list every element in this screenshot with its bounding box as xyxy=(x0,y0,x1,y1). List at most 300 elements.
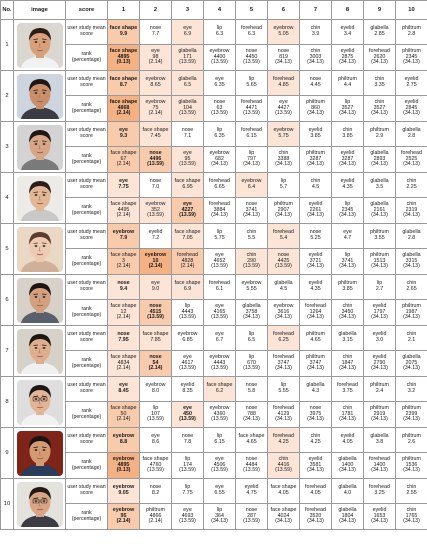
rank-cell xyxy=(108,300,140,326)
feature-name: face shape xyxy=(110,353,137,360)
feature-name: eyelid xyxy=(308,200,323,207)
rank-value: 12 xyxy=(120,308,127,315)
rank-percentage: (13.59) xyxy=(211,416,228,423)
rank-percentage: (34.13) xyxy=(307,59,324,66)
rank-value: 4617 xyxy=(181,359,194,366)
feature-name: chin xyxy=(406,506,417,513)
rank-value: 287 xyxy=(247,512,256,519)
feature-name: philtrum xyxy=(370,229,389,236)
score-cell xyxy=(140,326,172,351)
score-cell xyxy=(332,377,364,402)
mean-score: 5.4 xyxy=(279,235,288,241)
feature-name: face shape xyxy=(110,200,137,207)
face-image-cell xyxy=(14,122,66,173)
score-cell xyxy=(204,173,236,198)
mean-score: 6.15 xyxy=(246,133,257,139)
feature-name: nose xyxy=(245,47,258,54)
table-row-user-study xyxy=(1,20,427,45)
rank-value: 4443 xyxy=(181,308,194,315)
feature-name: chin xyxy=(342,302,353,309)
rank-value: 1400 xyxy=(373,461,386,468)
score-cell xyxy=(236,71,268,96)
feature-name: nose xyxy=(117,280,130,287)
table-body xyxy=(1,20,427,530)
mean-score: 6.3 xyxy=(215,31,224,37)
feature-name: eyelid xyxy=(180,382,195,389)
feature-name: glabella xyxy=(338,506,357,513)
rank-value: 2525 xyxy=(405,155,418,162)
rank-value: 3527 xyxy=(341,104,354,111)
rank-value: 3003 xyxy=(309,53,322,60)
header-row xyxy=(1,1,427,20)
feature-name: glabella xyxy=(402,127,421,134)
mean-score: 6.5 xyxy=(183,82,192,88)
rank-percentage: (34.13) xyxy=(307,161,324,168)
feature-name: glabella xyxy=(370,433,389,440)
feature-name: philtrum xyxy=(402,404,421,411)
face-photo xyxy=(17,125,63,170)
score-cell xyxy=(300,377,332,402)
face-image xyxy=(17,227,63,272)
rank-cell xyxy=(332,300,364,326)
rank-percentage: (13.59) xyxy=(147,416,164,423)
mean-score: 4.05 xyxy=(310,490,321,496)
rank-cell xyxy=(108,45,140,71)
score-cell xyxy=(332,275,364,300)
score-cell xyxy=(172,326,204,351)
rank-value: 4450 xyxy=(245,53,258,60)
feature-name: lip xyxy=(184,302,191,309)
feature-name: lip xyxy=(248,331,255,338)
feature-name: eye xyxy=(151,47,160,54)
rank-value: 3450 xyxy=(341,308,354,315)
rank-value: 4515 xyxy=(149,308,162,315)
score-cell xyxy=(172,224,204,249)
mean-score: 2.9 xyxy=(375,133,384,139)
feature-name: forehead xyxy=(369,455,390,462)
feature-name: eyebrow xyxy=(209,149,230,156)
score-cell xyxy=(172,377,204,402)
feature-name: philtrum xyxy=(402,25,421,32)
face-photo xyxy=(17,380,63,425)
feature-name: eyelid xyxy=(308,127,323,134)
mean-score: 2.8 xyxy=(407,133,416,139)
header-rank-9: 9 xyxy=(364,1,396,20)
rank-percentage: (13.59) xyxy=(147,161,164,168)
face-image xyxy=(17,176,63,221)
feature-name: forehead xyxy=(273,76,294,83)
rank-percentage: (34.13) xyxy=(371,110,388,117)
score-cell xyxy=(108,275,140,300)
rank-cell xyxy=(140,198,172,224)
mean-score: 2.85 xyxy=(374,31,385,37)
rank-cell xyxy=(140,351,172,377)
rank-value: 2075 xyxy=(405,359,418,366)
feature-name: chin xyxy=(278,455,289,462)
rank-value: 819 xyxy=(279,53,288,60)
feature-name: eyelid xyxy=(148,229,163,236)
rank-cell xyxy=(204,249,236,275)
rank-cell xyxy=(236,45,268,71)
mean-score: 5.7 xyxy=(279,184,288,190)
rank-value: 4506 xyxy=(213,461,226,468)
feature-name: chin xyxy=(406,280,417,287)
feature-name: eyebrow xyxy=(145,98,166,105)
rank-percentage: (2.14) xyxy=(116,416,131,423)
score-cell xyxy=(332,479,364,504)
feature-name: face shape xyxy=(270,506,297,513)
score-cell xyxy=(364,326,396,351)
row-label-user-study: user study mean score xyxy=(66,71,108,96)
mean-score: 9.9 xyxy=(119,31,128,37)
rank-cell xyxy=(364,402,396,428)
rank-value: 670 xyxy=(247,359,256,366)
feature-name: eye xyxy=(119,382,128,389)
mean-score: 3.25 xyxy=(374,490,385,496)
mean-score: 4.05 xyxy=(342,439,353,445)
score-cell xyxy=(364,20,396,45)
face-photo xyxy=(17,329,63,374)
feature-name: eyelid xyxy=(340,433,355,440)
feature-name: eyebrow xyxy=(241,280,262,287)
mean-score: 6.25 xyxy=(278,337,289,343)
feature-name: eyelid xyxy=(244,484,259,491)
feature-name: chin xyxy=(310,178,321,185)
mean-score: 7.1 xyxy=(183,133,192,139)
mean-score: 7.2 xyxy=(151,235,160,241)
mean-score: 6.7 xyxy=(215,337,224,343)
rank-percentage: (2.14) xyxy=(116,314,131,321)
rank-percentage: (34.13) xyxy=(307,212,324,219)
rank-value: 171 xyxy=(183,53,192,60)
feature-name: eye xyxy=(215,302,224,309)
row-number: 2 xyxy=(1,71,14,122)
score-cell xyxy=(300,275,332,300)
mean-score: 3.55 xyxy=(374,235,385,241)
rank-value: 75 xyxy=(152,104,159,111)
rank-percentage: (34.13) xyxy=(371,161,388,168)
mean-score: 3.0 xyxy=(375,337,384,343)
feature-name: philtrum xyxy=(306,98,325,105)
rank-percentage: (13.59) xyxy=(211,110,228,117)
feature-name: forehead xyxy=(209,200,230,207)
rank-cell xyxy=(140,147,172,173)
score-cell xyxy=(364,275,396,300)
rank-cell xyxy=(332,504,364,530)
rank-value: 2345 xyxy=(341,206,354,213)
score-cell xyxy=(140,224,172,249)
rank-percentage: (34.13) xyxy=(339,467,356,474)
header-no: No. xyxy=(1,1,14,20)
rank-percentage: (34.13) xyxy=(371,314,388,321)
table-row-user-study xyxy=(1,224,427,249)
rank-percentage: (34.13) xyxy=(371,416,388,423)
rank-cell xyxy=(172,96,204,122)
face-image xyxy=(17,329,63,374)
rank-percentage: (34.13) xyxy=(307,110,324,117)
rank-percentage: (13.59) xyxy=(211,59,228,66)
feature-name: eyelid xyxy=(404,98,419,105)
rank-cell xyxy=(204,453,236,479)
feature-name: eye xyxy=(183,149,192,156)
rank-percentage: (34.13) xyxy=(307,467,324,474)
feature-name: eyelid xyxy=(308,280,323,287)
score-cell xyxy=(204,326,236,351)
score-cell xyxy=(268,122,300,147)
rank-percentage: (13.59) xyxy=(243,518,260,525)
feature-name: eyebrow xyxy=(209,353,230,360)
rank-value: 3747 xyxy=(277,359,290,366)
score-cell xyxy=(140,479,172,504)
rank-percentage: (0.13) xyxy=(116,59,131,66)
score-cell xyxy=(236,428,268,453)
feature-name: chin xyxy=(246,251,257,258)
row-label-rank: rank (percentage) xyxy=(66,300,108,326)
rank-cell xyxy=(236,453,268,479)
rank-cell xyxy=(396,300,427,326)
rank-percentage: (2.14) xyxy=(148,518,163,525)
mean-score: 4.25 xyxy=(310,439,321,445)
rank-percentage: (34.13) xyxy=(275,518,292,525)
rank-value: 98 xyxy=(152,53,159,60)
feature-name: chin xyxy=(406,178,417,185)
rank-cell xyxy=(300,300,332,326)
feature-name: face shape xyxy=(109,98,138,105)
rank-percentage: (34.13) xyxy=(371,212,388,219)
feature-name: glabella xyxy=(178,76,197,83)
rank-cell xyxy=(204,504,236,530)
rank-cell xyxy=(172,453,204,479)
feature-name: eyebrow xyxy=(273,302,294,309)
feature-name: chin xyxy=(374,76,385,83)
face-image-cell xyxy=(14,275,66,326)
rank-value: 4496 xyxy=(149,155,162,162)
rank-percentage: (13.59) xyxy=(179,110,196,117)
rank-percentage: (34.13) xyxy=(371,518,388,525)
rank-value: 4400 xyxy=(213,53,226,60)
feature-name: lip xyxy=(216,127,223,134)
feature-name: glabella xyxy=(242,302,261,309)
rank-cell xyxy=(108,402,140,428)
face-image-cell xyxy=(14,224,66,275)
rank-cell xyxy=(204,300,236,326)
rank-value: 3741 xyxy=(341,257,354,264)
feature-name: forehead xyxy=(209,280,230,287)
mean-score: 7.75 xyxy=(182,490,193,496)
mean-score: 5.8 xyxy=(247,388,256,394)
face-photo xyxy=(17,176,63,221)
feature-name: glabella xyxy=(402,251,421,258)
score-cell xyxy=(268,173,300,198)
feature-name: philtrum xyxy=(370,127,389,134)
feature-name: lip xyxy=(216,506,223,513)
rank-value: 4443 xyxy=(213,359,226,366)
feature-name: face shape xyxy=(174,280,201,287)
rank-value: 1847 xyxy=(341,359,354,366)
rank-cell xyxy=(396,198,427,224)
feature-name: eye xyxy=(151,280,160,287)
rank-value: 3287 xyxy=(341,155,354,162)
feature-name: chin xyxy=(310,25,321,32)
score-cell xyxy=(364,173,396,198)
feature-name: lip xyxy=(280,178,287,185)
row-label-rank: rank (percentage) xyxy=(66,453,108,479)
mean-score: 9.4 xyxy=(119,286,128,292)
face-image xyxy=(17,278,63,323)
feature-name: lip xyxy=(216,229,223,236)
score-cell xyxy=(236,377,268,402)
rank-cell xyxy=(332,45,364,71)
score-cell xyxy=(204,71,236,96)
row-label-user-study: user study mean score xyxy=(66,428,108,453)
score-cell xyxy=(204,122,236,147)
feature-name: philtrum xyxy=(338,76,357,83)
score-cell xyxy=(364,122,396,147)
score-cell xyxy=(300,20,332,45)
row-label-rank: rank (percentage) xyxy=(66,45,108,71)
rank-value: 50 xyxy=(120,410,127,417)
score-cell xyxy=(140,20,172,45)
rank-percentage: (2.14) xyxy=(116,518,131,525)
row-number: 5 xyxy=(1,224,14,275)
rank-percentage: (13.59) xyxy=(179,467,196,474)
feature-name: forehead xyxy=(369,484,390,491)
mean-score: 4.25 xyxy=(278,439,289,445)
rank-percentage: (34.13) xyxy=(275,212,292,219)
rank-cell xyxy=(236,198,268,224)
rank-value: 450 xyxy=(183,410,192,417)
rank-percentage: (13.59) xyxy=(243,365,260,372)
feature-name: glabella xyxy=(370,200,389,207)
table-row-user-study xyxy=(1,377,427,402)
score-cell xyxy=(364,224,396,249)
rank-value: 2399 xyxy=(405,410,418,417)
score-cell xyxy=(140,71,172,96)
feature-name: glabella xyxy=(402,229,421,236)
feature-name: philtrum xyxy=(274,200,293,207)
rank-cell xyxy=(300,96,332,122)
rank-percentage: (34.13) xyxy=(339,314,356,321)
feature-name: lip xyxy=(344,200,351,207)
feature-name: forehead xyxy=(401,149,422,156)
score-cell xyxy=(332,224,364,249)
rank-cell xyxy=(268,198,300,224)
rank-percentage: (34.13) xyxy=(371,365,388,372)
rank-value: 1653 xyxy=(373,512,386,519)
feature-name: philtrum xyxy=(402,47,421,54)
score-cell xyxy=(204,224,236,249)
feature-name: eyelid xyxy=(308,455,323,462)
feature-name: forehead xyxy=(369,47,390,54)
rank-cell xyxy=(364,351,396,377)
rank-value: 4024 xyxy=(277,512,290,519)
feature-name: eyelid xyxy=(340,149,355,156)
rank-value: 1536 xyxy=(405,461,418,468)
row-label-user-study: user study mean score xyxy=(66,122,108,147)
feature-name: lip xyxy=(344,98,351,105)
mean-score: 2.65 xyxy=(406,286,417,292)
rank-value: 2319 xyxy=(405,206,418,213)
feature-name: eyelid xyxy=(404,76,419,83)
feature-name: face shape xyxy=(109,76,138,83)
score-cell xyxy=(140,428,172,453)
mean-score: 4.65 xyxy=(246,439,257,445)
feature-name: eye xyxy=(119,178,128,185)
rank-cell xyxy=(300,45,332,71)
mean-score: 4.35 xyxy=(342,184,353,190)
score-cell xyxy=(204,377,236,402)
rank-cell xyxy=(140,300,172,326)
feature-name: eyelid xyxy=(372,331,387,338)
feature-name: eye xyxy=(215,331,224,338)
mean-score: 8.7 xyxy=(119,82,128,88)
feature-name: eyebrow xyxy=(209,404,230,411)
face-photo xyxy=(17,278,63,323)
rank-cell xyxy=(364,45,396,71)
rank-percentage: (13.59) xyxy=(243,59,260,66)
score-cell xyxy=(396,173,427,198)
mean-score: 2.25 xyxy=(406,184,417,190)
rank-value: 4425 xyxy=(277,257,290,264)
rank-value: 4693 xyxy=(181,512,194,519)
row-label-user-study: user study mean score xyxy=(66,173,108,198)
feature-name: chin xyxy=(342,353,353,360)
row-number: 1 xyxy=(1,20,14,71)
feature-name: face shape xyxy=(174,178,201,185)
rank-percentage: (34.13) xyxy=(275,365,292,372)
rank-percentage: (34.13) xyxy=(211,518,228,525)
rank-cell xyxy=(236,249,268,275)
score-cell xyxy=(300,173,332,198)
feature-name: face shape xyxy=(110,149,137,156)
rank-cell xyxy=(236,300,268,326)
rank-cell xyxy=(108,351,140,377)
rank-percentage: (2.14) xyxy=(148,263,163,270)
row-number: 8 xyxy=(1,377,14,428)
feature-name: nose xyxy=(309,76,322,83)
feature-name: lip xyxy=(184,484,191,491)
rank-value: 1765 xyxy=(405,512,418,519)
feature-name: face shape xyxy=(110,251,137,258)
row-label-user-study: user study mean score xyxy=(66,275,108,300)
feature-name: lip xyxy=(376,280,383,287)
face-image xyxy=(17,74,63,119)
mean-score: 9.0 xyxy=(151,286,160,292)
feature-name: nose xyxy=(181,127,194,134)
feature-name: eye xyxy=(151,433,160,440)
rank-cell xyxy=(204,96,236,122)
mean-score: 4.3 xyxy=(311,388,320,394)
feature-name: glabella xyxy=(274,280,293,287)
feature-name: forehead xyxy=(209,178,230,185)
feature-name: face shape xyxy=(238,433,265,440)
face-image-cell xyxy=(14,173,66,224)
row-label-rank: rank (percentage) xyxy=(66,96,108,122)
feature-name: face shape xyxy=(142,455,169,462)
mean-score: 5.65 xyxy=(246,82,257,88)
rank-value: 3758 xyxy=(245,308,258,315)
feature-name: glabella xyxy=(370,25,389,32)
rank-cell xyxy=(140,453,172,479)
feature-name: forehead xyxy=(273,353,294,360)
feature-name: philtrum xyxy=(402,455,421,462)
rank-cell xyxy=(172,45,204,71)
face-photo xyxy=(17,74,63,119)
feature-name: philtrum xyxy=(146,506,165,513)
feature-name: nose xyxy=(277,251,290,258)
rank-value: 364 xyxy=(215,512,224,519)
rank-cell xyxy=(364,300,396,326)
